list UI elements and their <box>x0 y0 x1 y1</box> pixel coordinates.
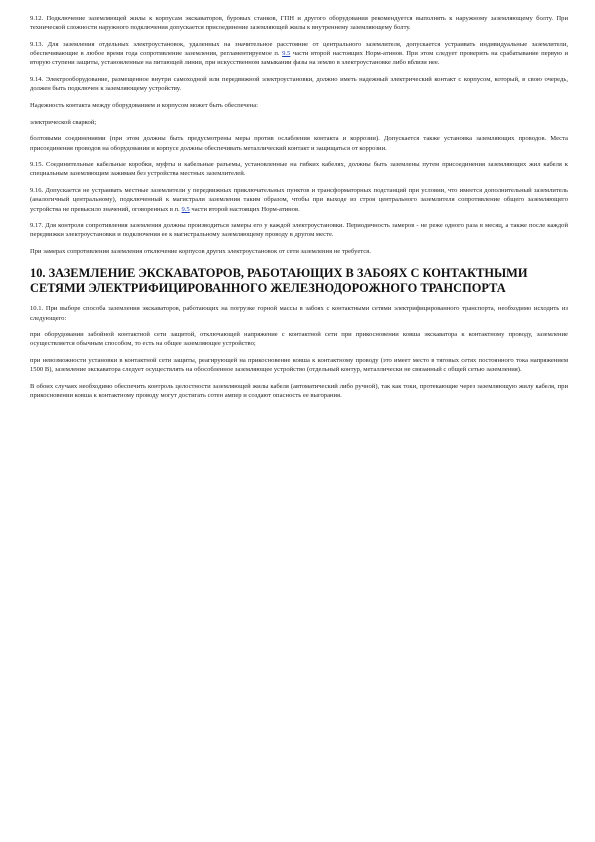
paragraph-protection: при оборудовании забойной контактной сети защитой, отключающей напряжение с контактной сети при прикосновении ковша экскаватора к контактному проводу, заземление осуществляется обычным способом, то есть на общее заземляющее устройство; <box>30 331 568 348</box>
paragraph-contact: Надежность контакта между оборудованием и корпусом может быть обеспечена: <box>30 101 258 109</box>
paragraph-9-16 <box>30 186 568 214</box>
paragraph-9-13 <box>30 40 568 68</box>
paragraph-9-14: 9.14. Электрооборудование, размещенное внутри самоходной или передвижной электроустановки, должно иметь надежный электрический контакт с корпусом, который, в свою очередь, должен быть подключен к заземляющему устройству. <box>30 76 568 93</box>
section-heading: 10. ЗАЗЕМЛЕНИЕ ЭКСКАВАТОРОВ, РАБОТАЮЩИХ В ЗАБОЯХ С КОНТАКТНЫМИ СЕТЯМИ ЭЛЕКТРИФИЦИРОВАННОГО ЖЕЛЕЗНОДОРОЖНОГО ТРАНСПОРТА <box>30 266 528 295</box>
paragraph-text: 9.16. Допускается не устраивать местные заземлители у передвижных приключательных пунктов и трансформаторных подстанций при условии, что имеется дополнительный заземлитель (аналогичный центральному), подключенный к магистрали заземления таким образом, чтобы при выходе из строя центрального заземлителя сопротивление общего заземляющего устройства не превысило значений, оговоренных в п. <box>30 187 568 213</box>
document-page <box>30 14 568 408</box>
paragraph-bolts: болтовыми соединениями (при этом должны быть предусмотрены меры против ослабления контакта и коррозии). Допускается также установка заземляющих проводов. Места присоединения проводов на оборудовании и корпусе должны обеспечивать металлический контакт и защищаться от коррозии. <box>30 135 568 152</box>
link-9-5[interactable]: 9.5 <box>181 205 190 213</box>
paragraph-10-1: 10.1. При выборе способа заземления экскаваторов, работающих на погрузке горной массы в забоях с контактными сетями электрифицированного транспорта, необходимо исходить из следующего: <box>30 305 568 322</box>
paragraph-measurement: При замерах сопротивления заземления отключение корпусов других электроустановок от сети заземления не требуется. <box>30 248 371 256</box>
paragraph-text: 9.13. Для заземления отдельных электроустановок, удаленных на значительное расстояние от центрального заземлителя, допускается устраивать индивидуальные заземлители, обеспечивающие в любое время года сопротивление заземления, регламентируемое п. <box>30 40 568 58</box>
paragraph-text: части второй настоящих Норм-атинов. <box>191 205 300 213</box>
paragraph-9-12: 9.12. Подключение заземляющей жилы к корпусам экскаваторов, буровых станков, ГПН и другого оборудования рекомендуется выполнять к наружному заземляющему болту. При технической сложности наружного подключения допускается присоединение заземляющей жилы к внутреннему заземляющему болту. <box>30 15 568 32</box>
link-9-5[interactable]: 9.5 <box>282 50 291 58</box>
paragraph-separate-grounding: при невозможности установки в контактной сети защиты, реагирующей на прикосновение ковша к контактному проводу (это имеет место в тяговых сетях постоянного тока напряжением 1500 В), заземление экскаватора следует осуществлять на обособленное заземляющее устройство (отдельный контур, металлически не связанный с общей сетью заземления). <box>30 357 568 374</box>
paragraph-text: части второй настоящих Норм-атинов. При этом следует проверить на срабатывание первую и вторую ступени защиты, установленные на питающей линии, при искусственном замыкании фазы на землю в электроустановке либо вблизи нее. <box>30 50 569 67</box>
paragraph-control: В обоих случаях необходимо обеспечить контроль целостности заземляющей жилы кабеля (автоматический либо ручной), так как токи, протекающие через заземляющую жилу кабеля, при прикосновении ковша к контактному проводу могут достигать сотен ампер и создают опасность ее выгорания. <box>30 383 568 400</box>
paragraph-welding: электрической сваркой; <box>30 118 97 126</box>
paragraph-9-17: 9.17. Для контроля сопротивления заземления должны производиться замеры его у каждой электроустановки. Периодичность замеров - не реже одного раза в месяц, а также после каждой передвижки электроустановки и подключения ее к магистральному заземляющему проводу в другом месте. <box>30 222 568 239</box>
paragraph-9-15: 9.15. Соединительные кабельные коробки, муфты и кабельные разъемы, установленные на гибких кабелях, должны быть заземлены путем присоединения заземляющих жил кабеля к специальным заземляющим зажимам без устройства местных заземлителей. <box>30 161 568 178</box>
